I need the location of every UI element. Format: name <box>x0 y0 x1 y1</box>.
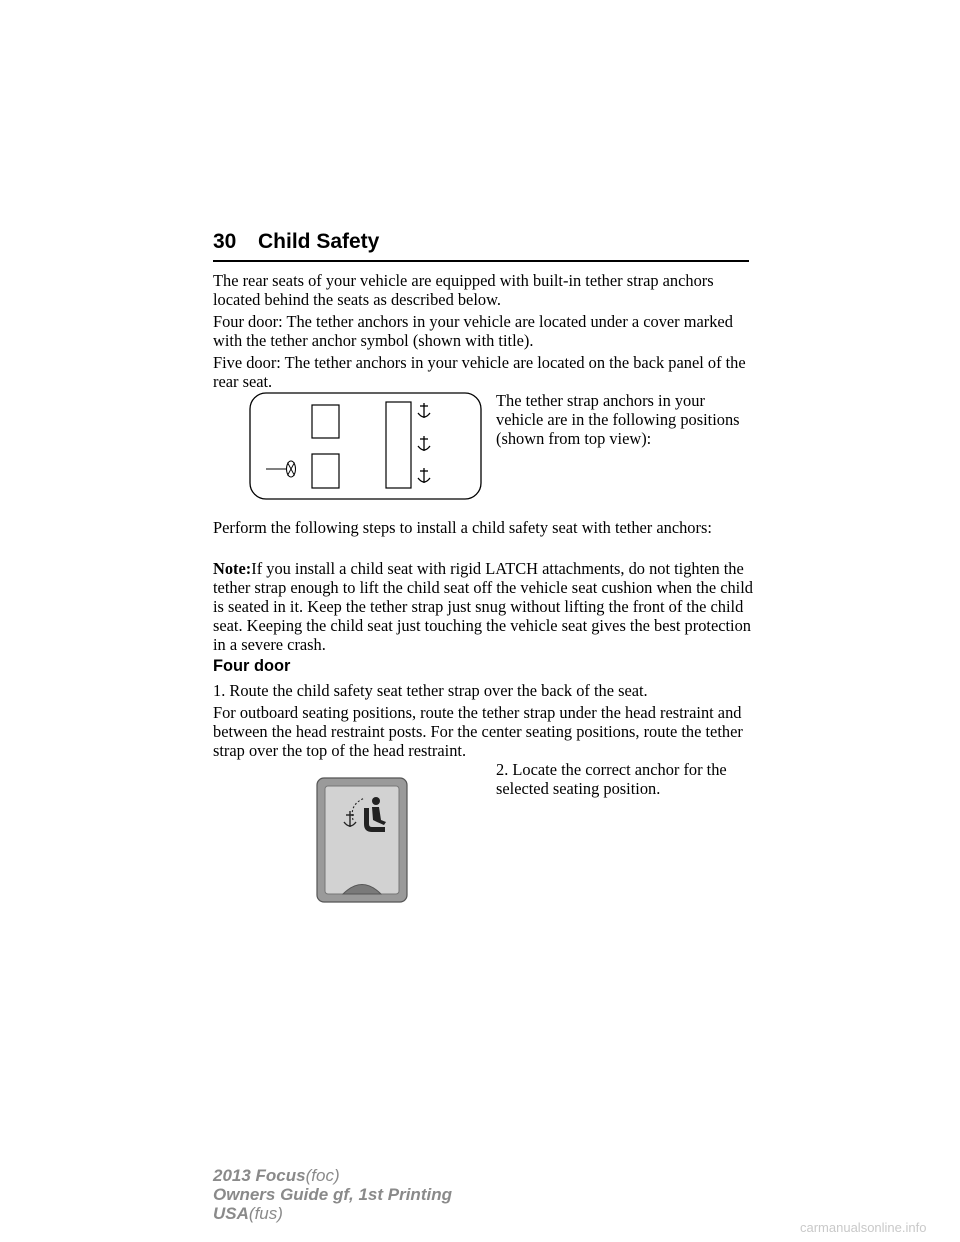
page-number: 30 <box>213 230 237 253</box>
tether-anchor-icon-1 <box>418 403 430 418</box>
section-title: Child Safety <box>258 230 380 253</box>
vehicle-outline <box>250 393 481 499</box>
footer-model-code: (foc) <box>305 1166 340 1185</box>
paragraph-intro: The rear seats of your vehicle are equipped with built-in tether strap anchors located behind the seats as described below. <box>213 271 714 309</box>
note-label: Note: <box>213 559 252 578</box>
subheading-four-door: Four door <box>213 657 291 675</box>
cover-panel <box>325 786 399 894</box>
note-text: If you install a child seat with rigid LATCH attachments, do not tighten the tether strap enough to lift the child seat off the vehicle seat cushion when the child is seated in it. Keep the tether strap just snug without lifting the front of the child seat. Keeping the child seat just touching the vehicle seat gives the best protection in a severe crash. <box>213 559 753 654</box>
footer-market-code: (fus) <box>248 1204 283 1223</box>
paragraph-note <box>213 559 753 654</box>
tether-anchor-positions-diagram <box>249 392 483 502</box>
watermark: carmanualsonline.info <box>800 1220 927 1235</box>
print-footer <box>213 1166 452 1223</box>
rear-seat-bench <box>386 402 411 488</box>
paragraph-four-door: Four door: The tether anchors in your vehicle are located under a cover marked with the tether anchor symbol (shown with title). <box>213 312 733 350</box>
tether-anchor-icon-3 <box>418 468 430 483</box>
tether-anchor-icon-2 <box>418 436 430 451</box>
page-header <box>213 230 749 262</box>
paragraph-anchor-positions: The tether strap anchors in your vehicle are in the following positions (shown from top view): <box>496 391 740 448</box>
front-seat-left <box>312 454 339 488</box>
paragraph-routing: For outboard seating positions, route the tether strap under the head restraint and between the head restraint posts. For the center seating positions, route the tether strap over the top of the head restraint. <box>213 703 743 760</box>
paragraph-five-door: Five door: The tether anchors in your vehicle are located on the back panel of the rear seat. <box>213 353 746 391</box>
step-2: 2. Locate the correct anchor for the selected seating position. <box>496 760 727 798</box>
tether-anchor-cover-illustration <box>315 776 411 906</box>
step-1: 1. Route the child safety seat tether strap over the back of the seat. <box>213 681 648 700</box>
footer-model: 2013 Focus <box>213 1166 306 1185</box>
paragraph-steps-intro: Perform the following steps to install a child safety seat with tether anchors: <box>213 518 712 537</box>
footer-guide: Owners Guide gf, 1st Printing <box>213 1185 452 1204</box>
footer-market: USA <box>213 1204 249 1223</box>
front-seat-right <box>312 405 339 438</box>
